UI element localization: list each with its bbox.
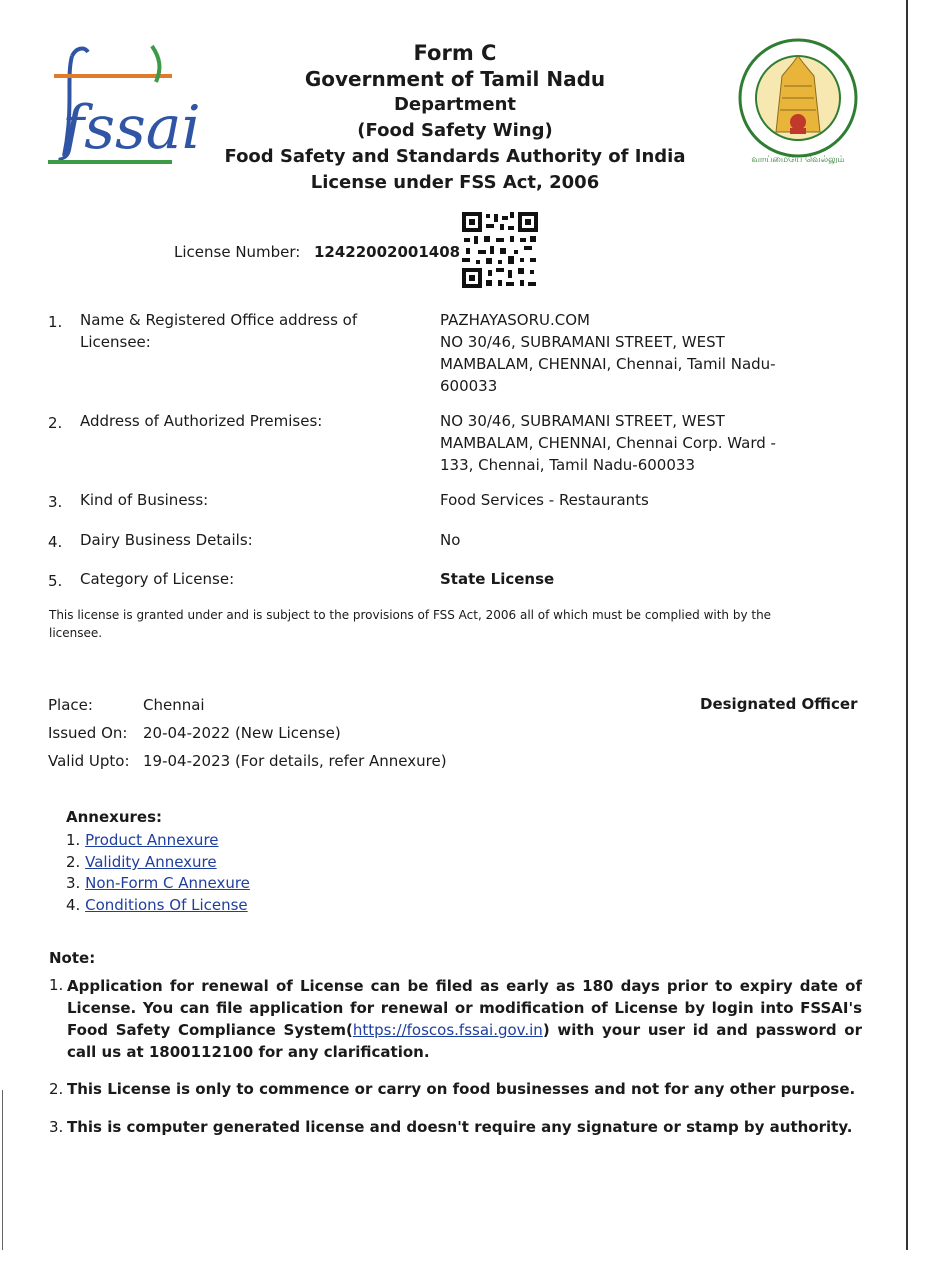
act-title: License under FSS Act, 2006 — [310, 172, 600, 193]
government-title: Government of Tamil Nadu — [304, 67, 606, 91]
annexure-number: 1. — [66, 831, 81, 849]
foscos-link[interactable]: https://foscos.fssai.gov.in — [352, 1021, 543, 1039]
item-2-label: Address of Authorized Premises: — [80, 412, 323, 430]
license-number-value: 12422002001408 — [314, 243, 461, 261]
annexure-item — [66, 831, 219, 849]
note-2-text: This License is only to commence or carry on food businesses and not for any other purpose. — [67, 1080, 856, 1098]
validity-annexure-link[interactable]: Validity Annexure — [85, 853, 217, 871]
item-5-number: 5. — [48, 572, 63, 590]
place-value: Chennai — [143, 696, 205, 714]
note-3-text: This is computer generated license and doesn't require any signature or stamp by authority. — [67, 1118, 853, 1136]
page-edge-left — [2, 1090, 3, 1250]
wing-title: (Food Safety Wing) — [357, 120, 553, 141]
authority-title: Food Safety and Standards Authority of India — [224, 146, 686, 167]
issued-on-value: 20-04-2022 (New License) — [143, 724, 341, 742]
item-2-number: 2. — [48, 414, 63, 432]
item-4-label: Dairy Business Details: — [80, 531, 253, 549]
valid-upto-value: 19-04-2023 (For details, refer Annexure) — [143, 752, 447, 770]
valid-upto-label: Valid Upto: — [48, 752, 130, 770]
grant-statement: This license is granted under and is subject to the provisions of FSS Act, 2006 all of which must be complied with by the licensee. — [49, 608, 772, 640]
item-3-number: 3. — [48, 493, 63, 511]
item-1-value — [440, 309, 800, 397]
note-2-number: 2. — [49, 1080, 64, 1098]
annexures-title: Annexures: — [66, 808, 162, 826]
licensee-name: PAZHAYASORU.COM — [440, 311, 590, 329]
issued-on-label: Issued On: — [48, 724, 128, 742]
annexure-item — [66, 853, 217, 871]
note-1-text — [67, 975, 862, 1063]
item-1-label: Name & Registered Office address of Licensee: — [80, 311, 358, 351]
tamil-nadu-emblem-icon — [732, 36, 864, 168]
note-1-text-after: ) with your user id and password or call us at 1800112100 for any clarification. — [67, 1021, 862, 1061]
svg-text:fssai: fssai — [62, 93, 201, 163]
license-number-label: License Number: — [174, 243, 301, 261]
note-3-number: 3. — [49, 1118, 64, 1136]
item-5-value: State License — [440, 570, 555, 588]
item-2-value: NO 30/46, SUBRAMANI STREET, WEST MAMBALAM, CHENNAI, Chennai Corp. Ward - 133, Chennai, Tamil Nadu-600033 — [440, 412, 776, 474]
item-3-value: Food Services - Restaurants — [440, 491, 649, 509]
annexure-item — [66, 896, 248, 914]
non-form-c-annexure-link[interactable]: Non-Form C Annexure — [85, 874, 250, 892]
product-annexure-link[interactable]: Product Annexure — [85, 831, 219, 849]
document-header — [200, 40, 710, 196]
qr-code-icon — [460, 210, 540, 290]
item-1-number: 1. — [48, 313, 63, 331]
annexure-number: 3. — [66, 874, 81, 892]
fssai-logo — [44, 38, 201, 170]
note-1-number: 1. — [49, 976, 64, 994]
place-label: Place: — [48, 696, 93, 714]
note-1-text-before: Application for renewal of License can be filed as early as 180 days prior to expiry date of License. You can file application for renewal or modification of License by login into FSSAI's Food Safety Compliance System( — [67, 977, 862, 1039]
annexure-number: 2. — [66, 853, 81, 871]
item-4-number: 4. — [48, 533, 63, 551]
department-title: Department — [393, 94, 517, 115]
item-4-value: No — [440, 531, 461, 549]
designated-officer: Designated Officer — [700, 695, 858, 713]
item-3-label: Kind of Business: — [80, 491, 209, 509]
svg-text:வாய்மையே வெல்லும்: வாய்மையே வெல்லும் — [751, 155, 845, 165]
annexure-item — [66, 874, 250, 892]
licensee-address: NO 30/46, SUBRAMANI STREET, WEST MAMBALAM, CHENNAI, Chennai, Tamil Nadu-600033 — [440, 333, 776, 395]
conditions-of-license-link[interactable]: Conditions Of License — [85, 896, 248, 914]
form-title: Form C — [413, 41, 497, 65]
item-5-label: Category of License: — [80, 570, 235, 588]
page-edge-right — [906, 0, 908, 1250]
annexure-number: 4. — [66, 896, 81, 914]
note-title: Note: — [49, 949, 96, 967]
